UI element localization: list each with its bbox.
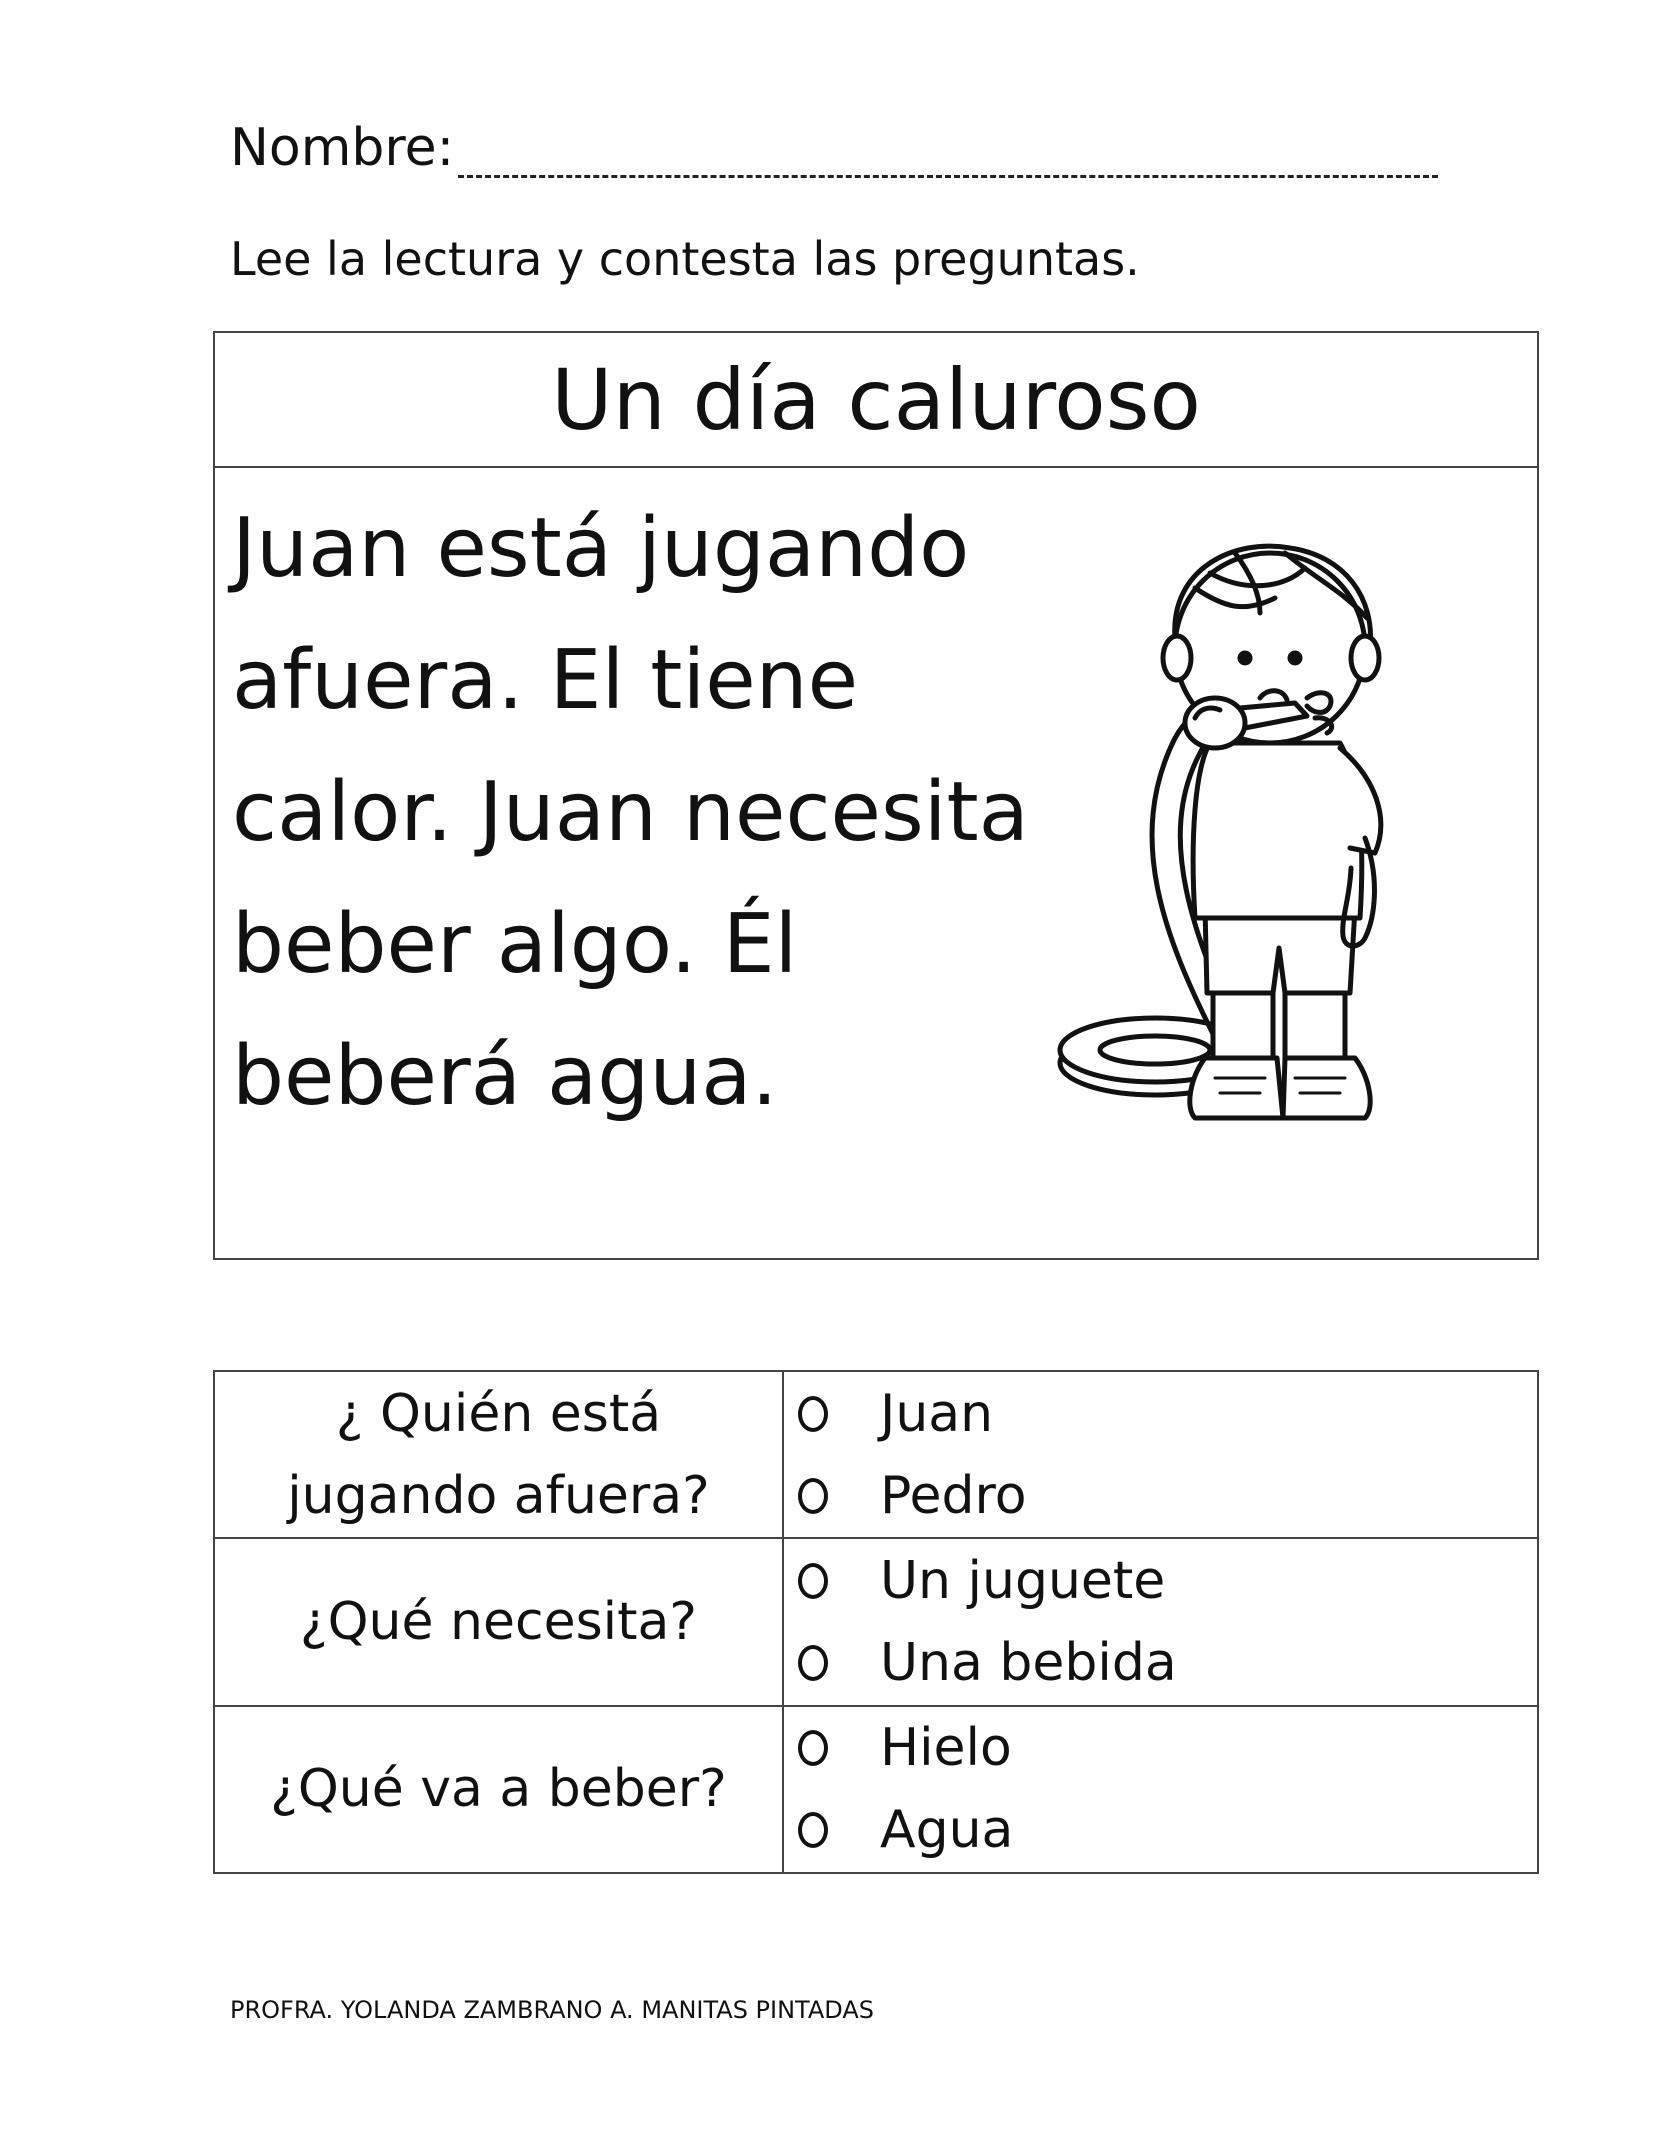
option-label: Hielo (880, 1718, 1012, 1779)
footer-credit: PROFRA. YOLANDA ZAMBRANO A. MANITAS PINTADAS (230, 1996, 874, 2024)
circle-bubble-icon[interactable] (798, 1478, 828, 1514)
question-row (214, 1371, 1538, 1538)
option-label: Un juguete (880, 1550, 1166, 1611)
story-text (232, 483, 1092, 1143)
name-label: Nombre: (230, 118, 455, 178)
questions-table (213, 1370, 1539, 1874)
circle-bubble-icon[interactable] (798, 1812, 828, 1848)
option-label: Pedro (880, 1465, 1027, 1526)
answer-option[interactable] (798, 1622, 1537, 1704)
options-cell (783, 1538, 1538, 1705)
circle-bubble-icon[interactable] (798, 1730, 828, 1766)
question-cell (214, 1538, 783, 1705)
question-text: ¿ Quién está (335, 1383, 662, 1444)
question-row (214, 1538, 1538, 1705)
circle-bubble-icon[interactable] (798, 1563, 828, 1599)
name-field-row (230, 118, 1438, 178)
circle-bubble-icon[interactable] (798, 1396, 828, 1432)
question-row (214, 1706, 1538, 1873)
options-cell (783, 1706, 1538, 1873)
answer-option[interactable] (798, 1455, 1537, 1537)
answer-option[interactable] (798, 1373, 1537, 1455)
story-line: afuera. El tiene (232, 633, 859, 728)
answer-option[interactable] (798, 1789, 1537, 1871)
story-line: Juan está jugando (232, 501, 970, 596)
option-label: Agua (880, 1800, 1014, 1861)
option-label: Una bebida (880, 1632, 1177, 1693)
question-cell (214, 1371, 783, 1538)
name-blank-line[interactable] (458, 133, 1438, 178)
instructions-text: Lee la lectura y contesta las preguntas. (230, 232, 1140, 286)
question-text: jugando afuera? (287, 1465, 710, 1526)
answer-option[interactable] (798, 1707, 1537, 1789)
story-title: Un día caluroso (215, 333, 1537, 468)
question-text: ¿Qué va a beber? (270, 1759, 727, 1820)
options-cell (783, 1371, 1538, 1538)
boy-drinking-from-hose-icon (1045, 518, 1485, 1128)
option-label: Juan (880, 1383, 994, 1444)
question-text: ¿Qué necesita? (300, 1591, 697, 1652)
story-line: beberá agua. (232, 1029, 778, 1124)
story-line: calor. Juan necesita (232, 765, 1029, 860)
story-box (213, 331, 1539, 1260)
story-line: beber algo. Él (232, 897, 798, 992)
circle-bubble-icon[interactable] (798, 1645, 828, 1681)
answer-option[interactable] (798, 1540, 1537, 1622)
question-cell (214, 1706, 783, 1873)
